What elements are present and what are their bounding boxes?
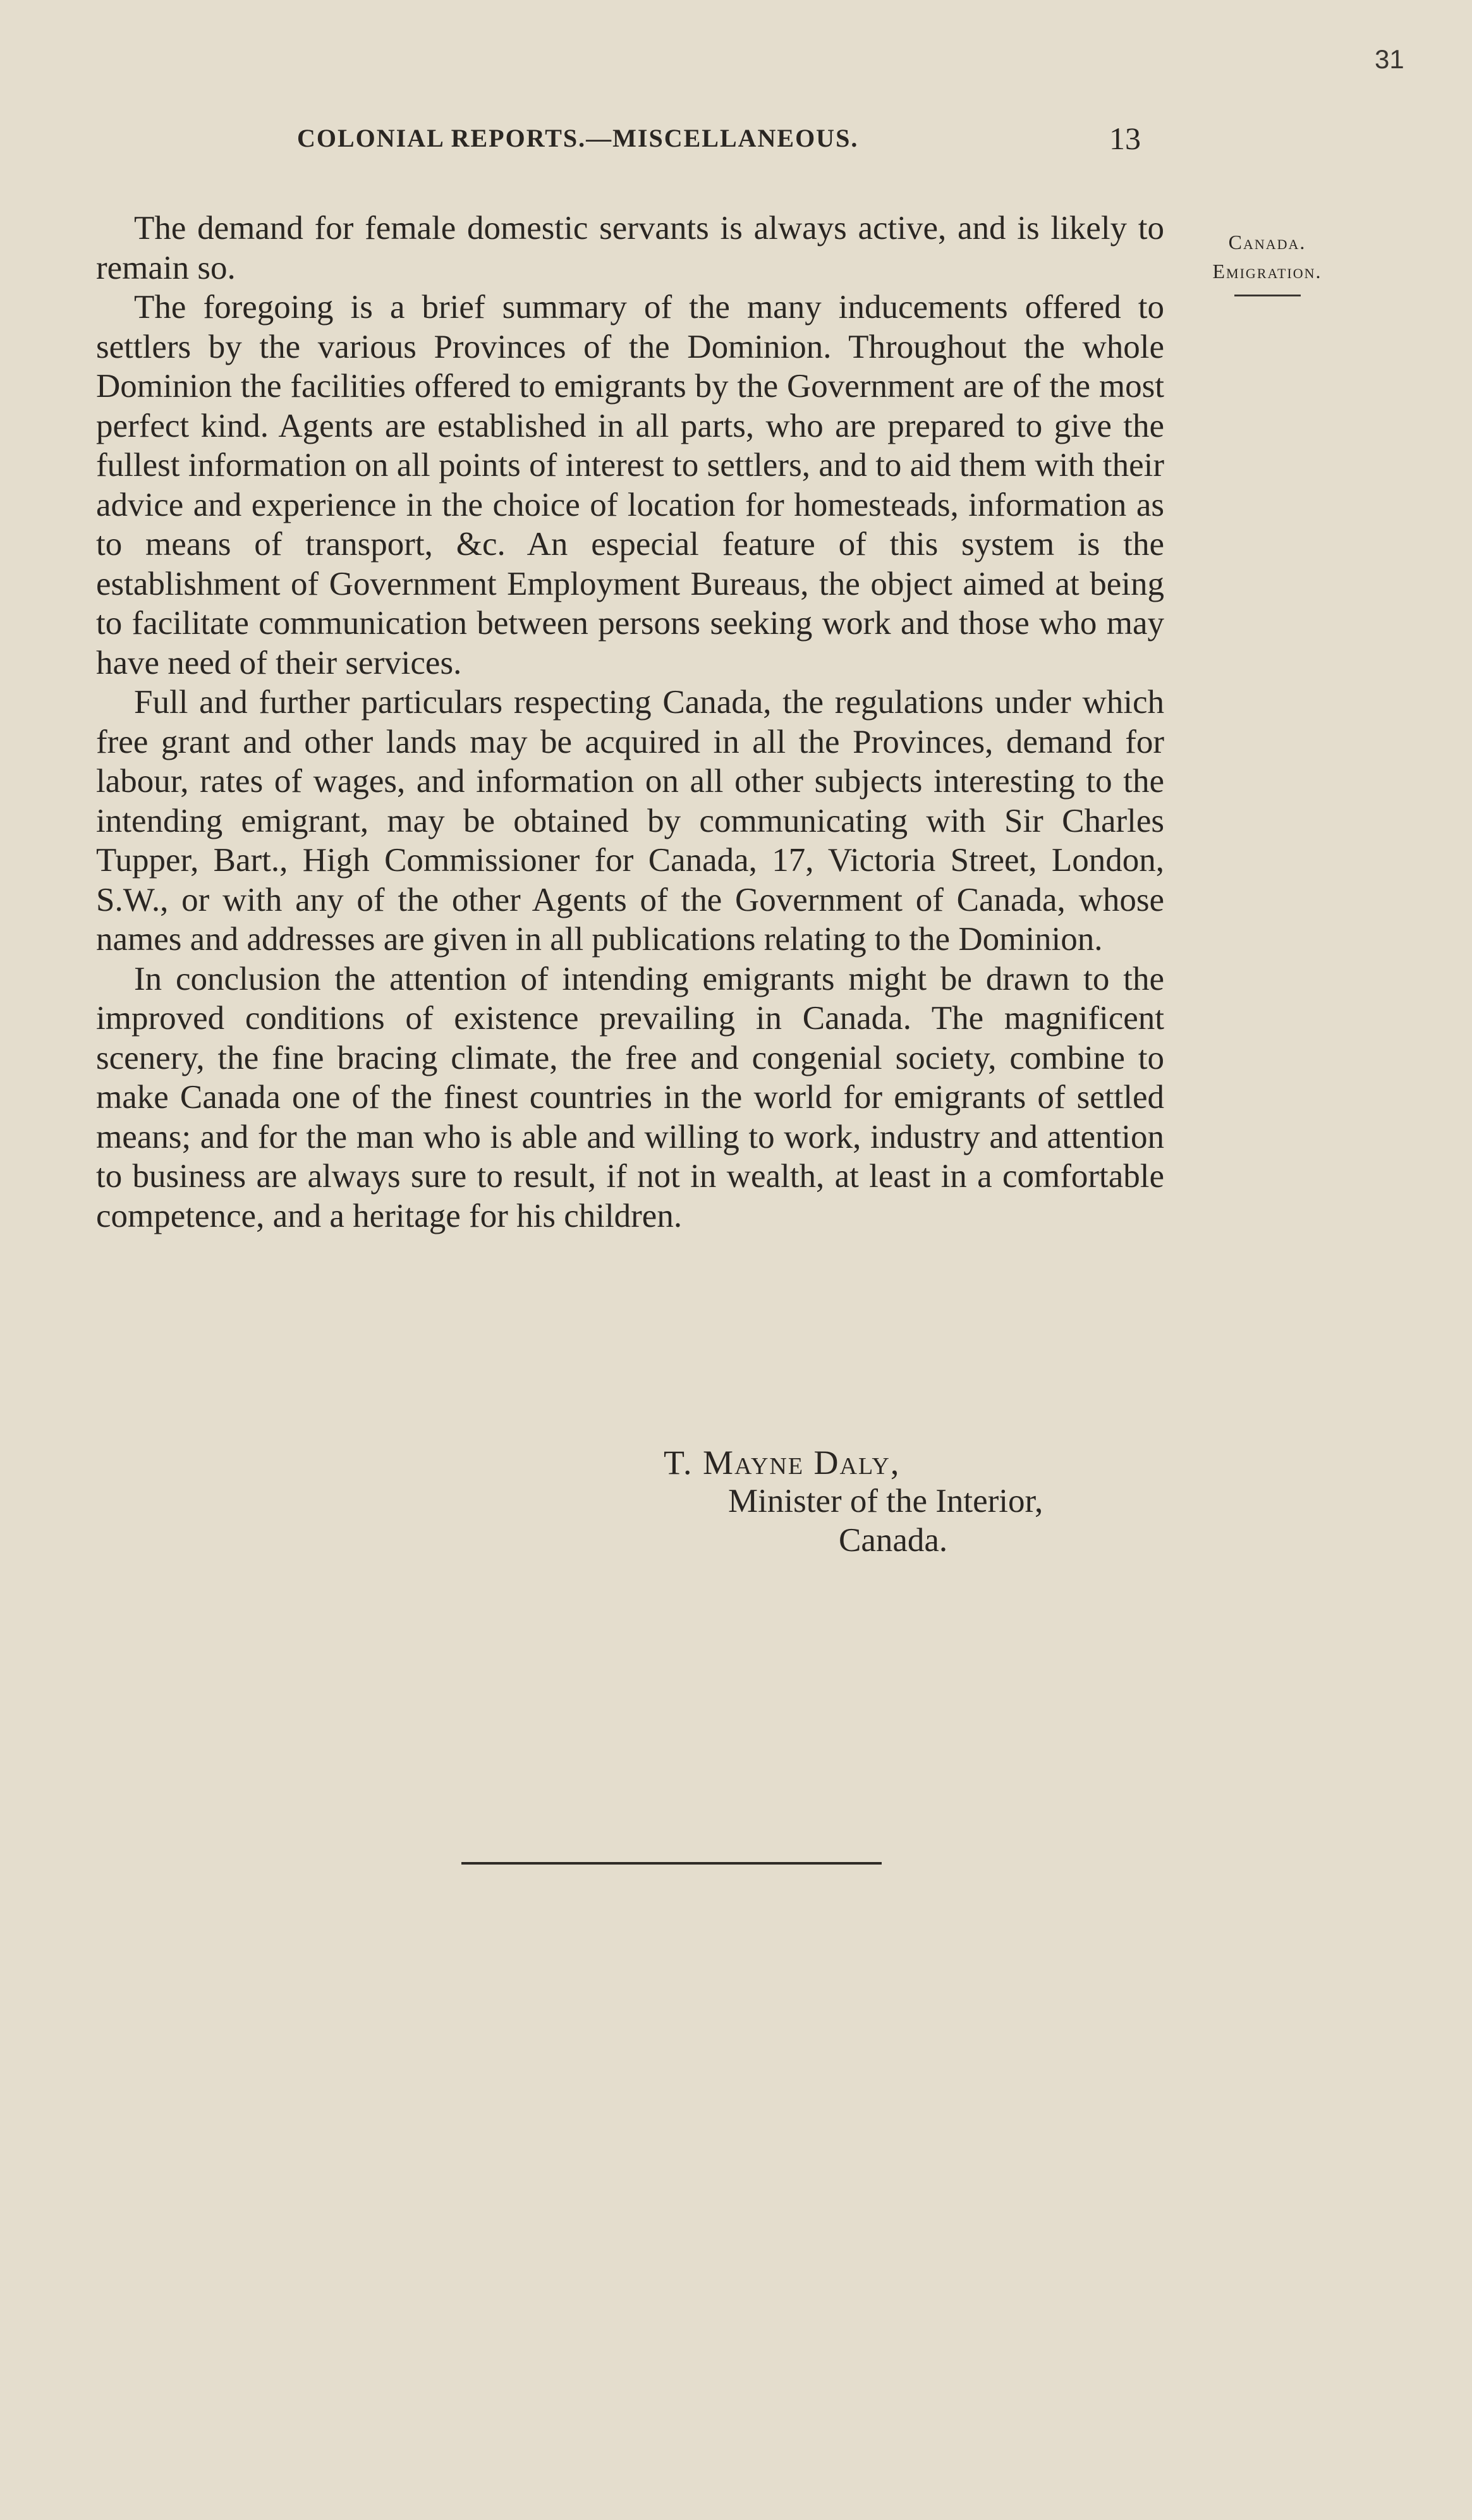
margin-note-rule — [1234, 295, 1301, 296]
page-number: 31 — [1375, 44, 1404, 74]
margin-note-line1: Canada. — [1228, 231, 1306, 253]
running-title: COLONIAL REPORTS.—MISCELLANEOUS. — [297, 124, 859, 152]
margin-note — [1172, 228, 1362, 296]
signature-title: Minister of the Interior, — [728, 1483, 1043, 1519]
body-text — [96, 209, 1164, 1236]
margin-note-line2: Emigration. — [1212, 260, 1322, 283]
end-rule — [461, 1862, 882, 1865]
paragraph-2: The foregoing is a brief summary of the many inducements offered to settlers by the various Provinces of the Dominion. Throughout the whole Dominion the facilities offered to emigrants by the Government are of the most perfect kind. Agents are established in all parts, who are prepared to give the fullest information on all points of interest to settlers, and to aid them with their advice and experience in the choice of location for homesteads, information as to means of transport, &c. An especial feature of this system is the establishment of Government Employment Bureaus, the object aimed at being to facilitate communication between persons seeking work and those who may have need of their services. — [96, 289, 1164, 681]
paragraph-3: Full and further particulars respecting Canada, the regulations under which free grant and other lands may be acquired in all the Provinces, demand for labour, rates of wages, and information on all other subjects interesting to the intending emigrant, may be obtained by communicating with Sir Charles Tupper, Bart., High Commissioner for Canada, 17, Victoria Street, London, S.W., or with any of the other Agents of the Government of Canada, whose names and addresses are given in all publications relating to the Dominion. — [96, 684, 1164, 958]
paragraph-1: The demand for female domestic servants is always active, and is likely to remain so. — [96, 210, 1164, 286]
paragraph-4: In conclusion the attention of intending emigrants might be drawn to the improved conditions of existence prevailing in Canada. The magnificent scenery, the fine bracing climate, the free and congenial society, combine to make Canada one of the finest countries in the world for emigrants of settled means; and for the man who is able and willing to work, industry and attention to business are always sure to result, if not in wealth, at least in a comfortable competence, and a heritage for his children. — [96, 960, 1164, 1234]
folio-number: 13 — [1109, 121, 1141, 156]
signature-place: Canada. — [839, 1522, 948, 1559]
signature-name: T. Mayne Daly, — [664, 1444, 901, 1482]
